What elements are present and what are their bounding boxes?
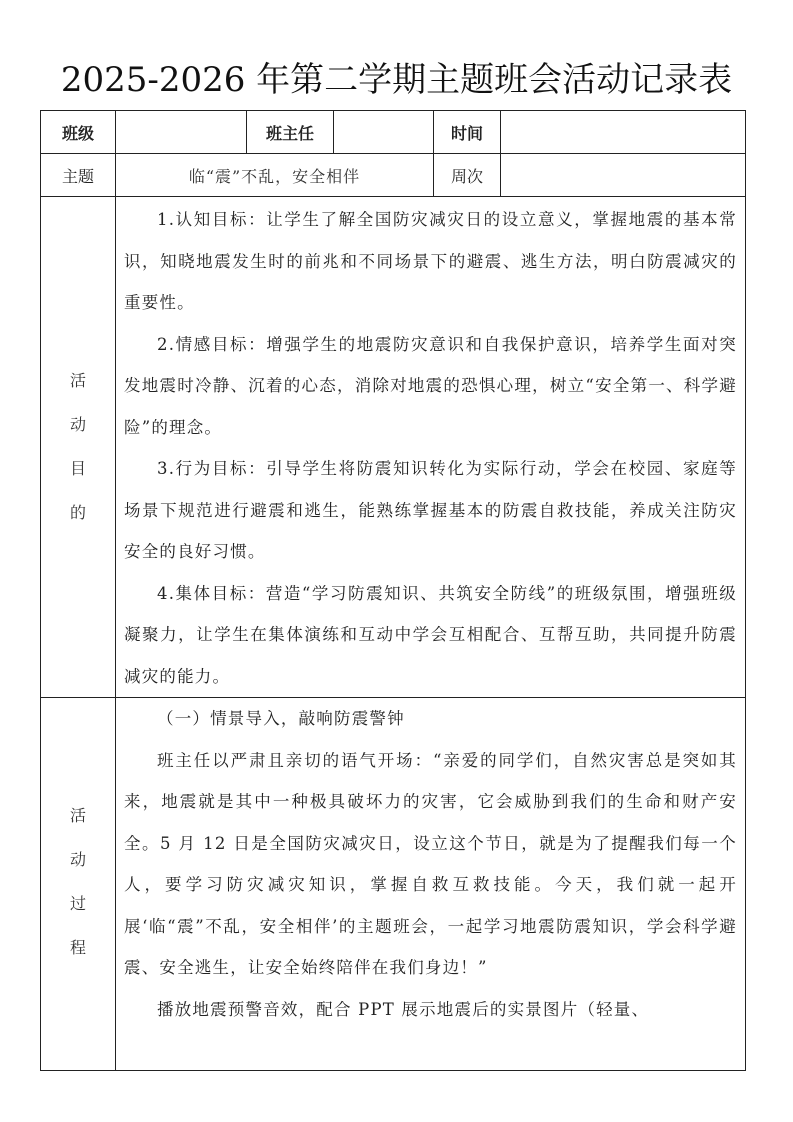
theme-label: 主题	[41, 154, 116, 197]
goals-label-char: 的	[69, 503, 86, 522]
goals-row	[41, 197, 746, 698]
goals-label-char: 目	[69, 459, 86, 478]
process-label-char: 动	[69, 850, 86, 869]
process-label	[41, 698, 116, 1071]
process-label-char: 活	[69, 806, 86, 825]
teacher-value-cell[interactable]	[334, 111, 434, 154]
process-step-heading: （一）情景导入，敲响防震警钟	[157, 709, 405, 728]
header-row	[41, 111, 746, 154]
process-paragraph: 班主任以严肃且亲切的语气开场：“亲爱的同学们，自然灾害总是突如其来，地震就是其中一种极具破坏力的灾害，它会威胁到我们的生命和财产安全。5 月 12 日是全国防灾减灾日，设立这个节日，就是为了提醒我们每一个人，要学习防灾减灾知识，掌握自救互救技能。今天，我们就一起开展‘临“震”不乱，安全相伴’的主题班会，一起学习地震防震知识，学会科学避震、安全逃生，让安全始终陪伴在我们身边！”	[124, 750, 737, 977]
goal-cognitive: 1.认知目标：让学生了解全国防灾减灾日的设立意义，掌握地震的基本常识，知晓地震发生时的前兆和不同场景下的避震、逃生方法，明白防震减灾的重要性。	[124, 210, 737, 312]
time-label: 时间	[434, 111, 501, 154]
process-label-char: 过	[69, 894, 86, 913]
class-label: 班级	[41, 111, 116, 154]
week-value-cell[interactable]	[501, 154, 746, 197]
process-row	[41, 698, 746, 1071]
goals-label-char: 活	[69, 371, 86, 390]
process-content[interactable]	[116, 698, 746, 1071]
goal-collective: 4.集体目标：营造“学习防震知识、共筑安全防线”的班级氛围，增强班级凝聚力，让学生在集体演练和互动中学会互相配合、互帮互助，共同提升防震减灾的能力。	[124, 583, 737, 686]
teacher-label: 班主任	[247, 111, 334, 154]
goals-content[interactable]	[116, 197, 746, 698]
theme-row	[41, 154, 746, 197]
theme-value[interactable]: 临“震”不乱，安全相伴	[116, 154, 434, 197]
activity-record-table	[40, 110, 746, 1071]
time-value-cell[interactable]	[501, 111, 746, 154]
process-paragraph: 播放地震预警音效，配合 PPT 展示地震后的实景图片（轻量、	[157, 999, 650, 1019]
goals-label	[41, 197, 116, 698]
goal-emotional: 2.情感目标：增强学生的地震防灾意识和自我保护意识，培养学生面对突发地震时冷静、沉着的心态，消除对地震的恐惧心理，树立“安全第一、科学避险”的理念。	[124, 334, 737, 437]
goals-label-char: 动	[69, 415, 86, 434]
class-value-cell[interactable]	[116, 111, 247, 154]
goal-behavioral: 3.行为目标：引导学生将防震知识转化为实际行动，学会在校园、家庭等场景下规范进行避震和逃生，能熟练掌握基本的防震自救技能，养成关注防灾安全的良好习惯。	[124, 459, 737, 561]
week-label: 周次	[434, 154, 501, 197]
document-title: 2025-2026 年第二学期主题班会活动记录表	[60, 60, 733, 100]
process-label-char: 程	[69, 938, 86, 957]
